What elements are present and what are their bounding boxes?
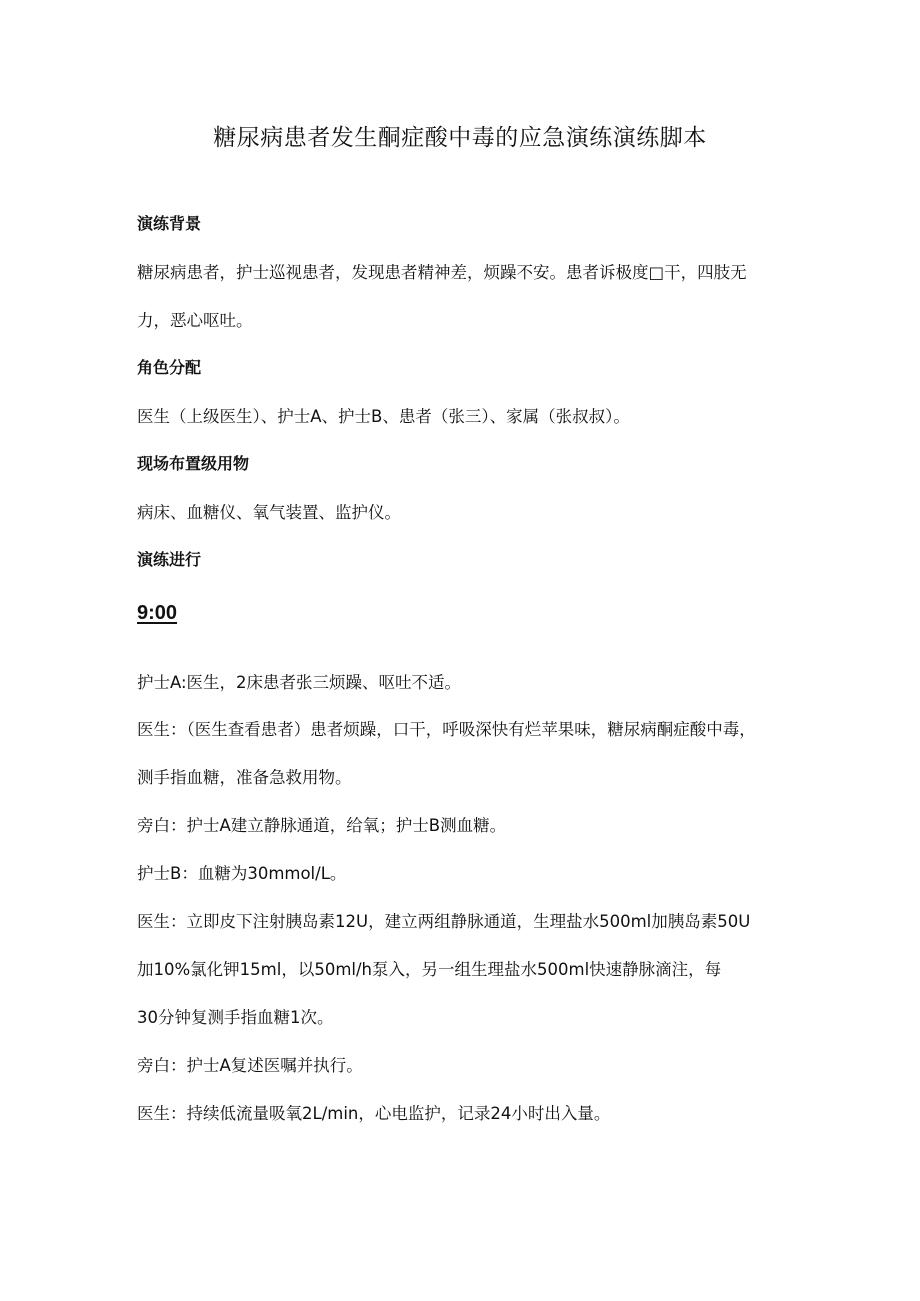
script-line: 测手指血糖，准备急救用物。 <box>137 768 352 787</box>
script-line: 旁白：护士A建立静脉通道，给氧；护士B测血糖。 <box>137 816 507 835</box>
script-line: 旁白：护士A复述医嘱并执行。 <box>137 1056 363 1075</box>
section-heading-setup: 现场布置级用物 <box>137 454 250 473</box>
section-heading-progress: 演练进行 <box>137 550 202 569</box>
script-line: 医生：持续低流量吸氧2L/min，心电监护，记录24小时出入量。 <box>137 1104 611 1123</box>
paragraph-setup: 病床、血糖仪、氧气装置、监护仪。 <box>137 503 401 522</box>
script-line: 30分钟复测手指血糖1次。 <box>137 1008 334 1027</box>
time-marker: 9:00 <box>137 602 178 624</box>
document-title: 糖尿病患者发生酮症酸中毒的应急演练演练脚本 <box>213 125 707 151</box>
script-line: 医生：立即皮下注射胰岛素12U，建立两组静脉通道，生理盐水500ml加胰岛素50U <box>137 912 751 931</box>
script-line: 护士B：血糖为30mmol/L。 <box>137 864 347 883</box>
script-line: 护士A:医生，2床患者张三烦躁、呕吐不适。 <box>137 673 462 692</box>
section-heading-roles: 角色分配 <box>137 358 202 377</box>
paragraph-background-line-1: 糖尿病患者，护士巡视患者，发现患者精神差，烦躁不安。患者诉极度□干，四肢无 <box>137 263 747 282</box>
script-line: 医生：（医生查看患者）患者烦躁，口干，呼吸深快有烂苹果味，糖尿病酮症酸中毒， <box>137 720 756 739</box>
paragraph-roles: 医生（上级医生）、护士A、护士B、患者（张三）、家属（张叔叔）。 <box>137 407 630 426</box>
paragraph-background-line-2: 力，恶心呕吐。 <box>137 311 253 330</box>
section-heading-background: 演练背景 <box>137 214 202 233</box>
script-line: 加10%氯化钾15ml，以50ml/h泵入，另一组生理盐水500ml快速静脉滴注，每 <box>137 960 722 979</box>
